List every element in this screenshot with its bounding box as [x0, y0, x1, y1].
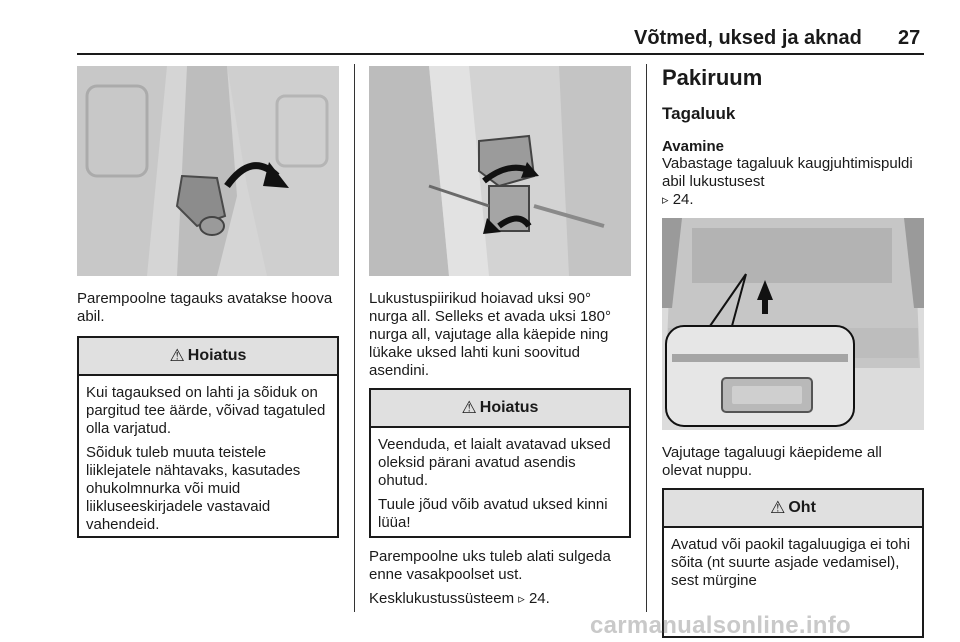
middle-ref-text: Kesklukustussüsteem	[369, 590, 515, 607]
right-danger-header	[664, 490, 922, 528]
section-title: Pakiruum	[662, 65, 763, 90]
header-rule	[77, 53, 924, 55]
middle-warning-box	[369, 388, 631, 538]
watermark: carmanualsonline.info	[590, 612, 852, 639]
right-caption	[662, 444, 924, 486]
sub-title: Tagaluuk	[662, 104, 736, 123]
middle-warning-header	[371, 390, 629, 428]
tailgate-figure	[662, 218, 924, 430]
left-caption	[77, 290, 339, 332]
right-paragraph-text: Vabastage tagaluuk kaugjuhtimispuldi abil lukustusest	[662, 155, 913, 190]
warning-triangle-icon: ⚠	[169, 346, 185, 365]
sub-sub-title: Avamine	[662, 138, 724, 155]
middle-after-text	[369, 548, 639, 614]
left-warning-box	[77, 336, 339, 538]
right-paragraph	[662, 155, 924, 215]
page-reference-icon: ▹	[518, 591, 525, 606]
left-caption-text: Parempoolne tagauks avatakse hoova abil.	[77, 290, 333, 325]
middle-paragraph-text: Lukustuspiirikud hoiavad uksi 90° nurga all. Selleks et avada uksi 180° nurga all, vajutage alla käepide ning lükake uksed lahti kuni soovitud asendini.	[369, 290, 611, 379]
middle-paragraph	[369, 290, 631, 386]
left-warning-title: Hoiatus	[187, 347, 247, 364]
middle-ref-page: 24.	[528, 590, 550, 607]
right-danger-body	[664, 528, 922, 602]
middle-after-para-1: Parempoolne uks tuleb alati sulgeda enne vasakpoolset ust.	[369, 548, 611, 583]
middle-warning-title: Hoiatus	[479, 399, 539, 416]
column-divider-left	[354, 64, 355, 612]
left-warning-body	[79, 376, 337, 546]
right-paragraph-line	[662, 155, 924, 209]
warning-triangle-icon: ⚠	[461, 398, 477, 417]
left-warning-para-1: Kui tagauksed on lahti ja sõiduk on pargitud tee äärde, võivad tagatuled olla varjatud.	[86, 384, 326, 437]
warning-triangle-icon: ⚠	[770, 498, 786, 517]
left-warning-header	[79, 338, 337, 376]
middle-warning-para-1: Veenduda, et laialt avatavad uksed oleksid pärani avatud asendis ohutud.	[378, 436, 611, 489]
page-reference-icon: ▹	[662, 192, 669, 207]
middle-warning-body	[371, 428, 629, 544]
right-danger-para-1: Avatud või paokil tagaluugiga ei tohi sõita (nt suurte asjade vedamisel), sest mürgine	[671, 536, 911, 589]
door-lever-figure	[77, 66, 339, 276]
left-warning-para-2: Sõiduk tuleb muuta teistele liiklejatele nähtavaks, kasutades ohukolmnurka või muid liikluseeskirjadele vastavaid vahendeid.	[86, 444, 301, 533]
page-number: 27	[898, 27, 921, 49]
right-caption-text: Vajutage tagaluugi käepideme all olevat nuppu.	[662, 444, 882, 479]
door-check-figure	[369, 66, 631, 276]
right-danger-title: Oht	[788, 499, 816, 516]
right-ref-page: 24.	[672, 191, 694, 208]
header-title: Võtmed, uksed ja aknad	[634, 27, 862, 49]
middle-warning-para-2: Tuule jõud võib avatud uksed kinni lüüa!	[378, 496, 608, 531]
column-divider-right	[646, 64, 647, 612]
middle-ref-line	[369, 590, 639, 608]
